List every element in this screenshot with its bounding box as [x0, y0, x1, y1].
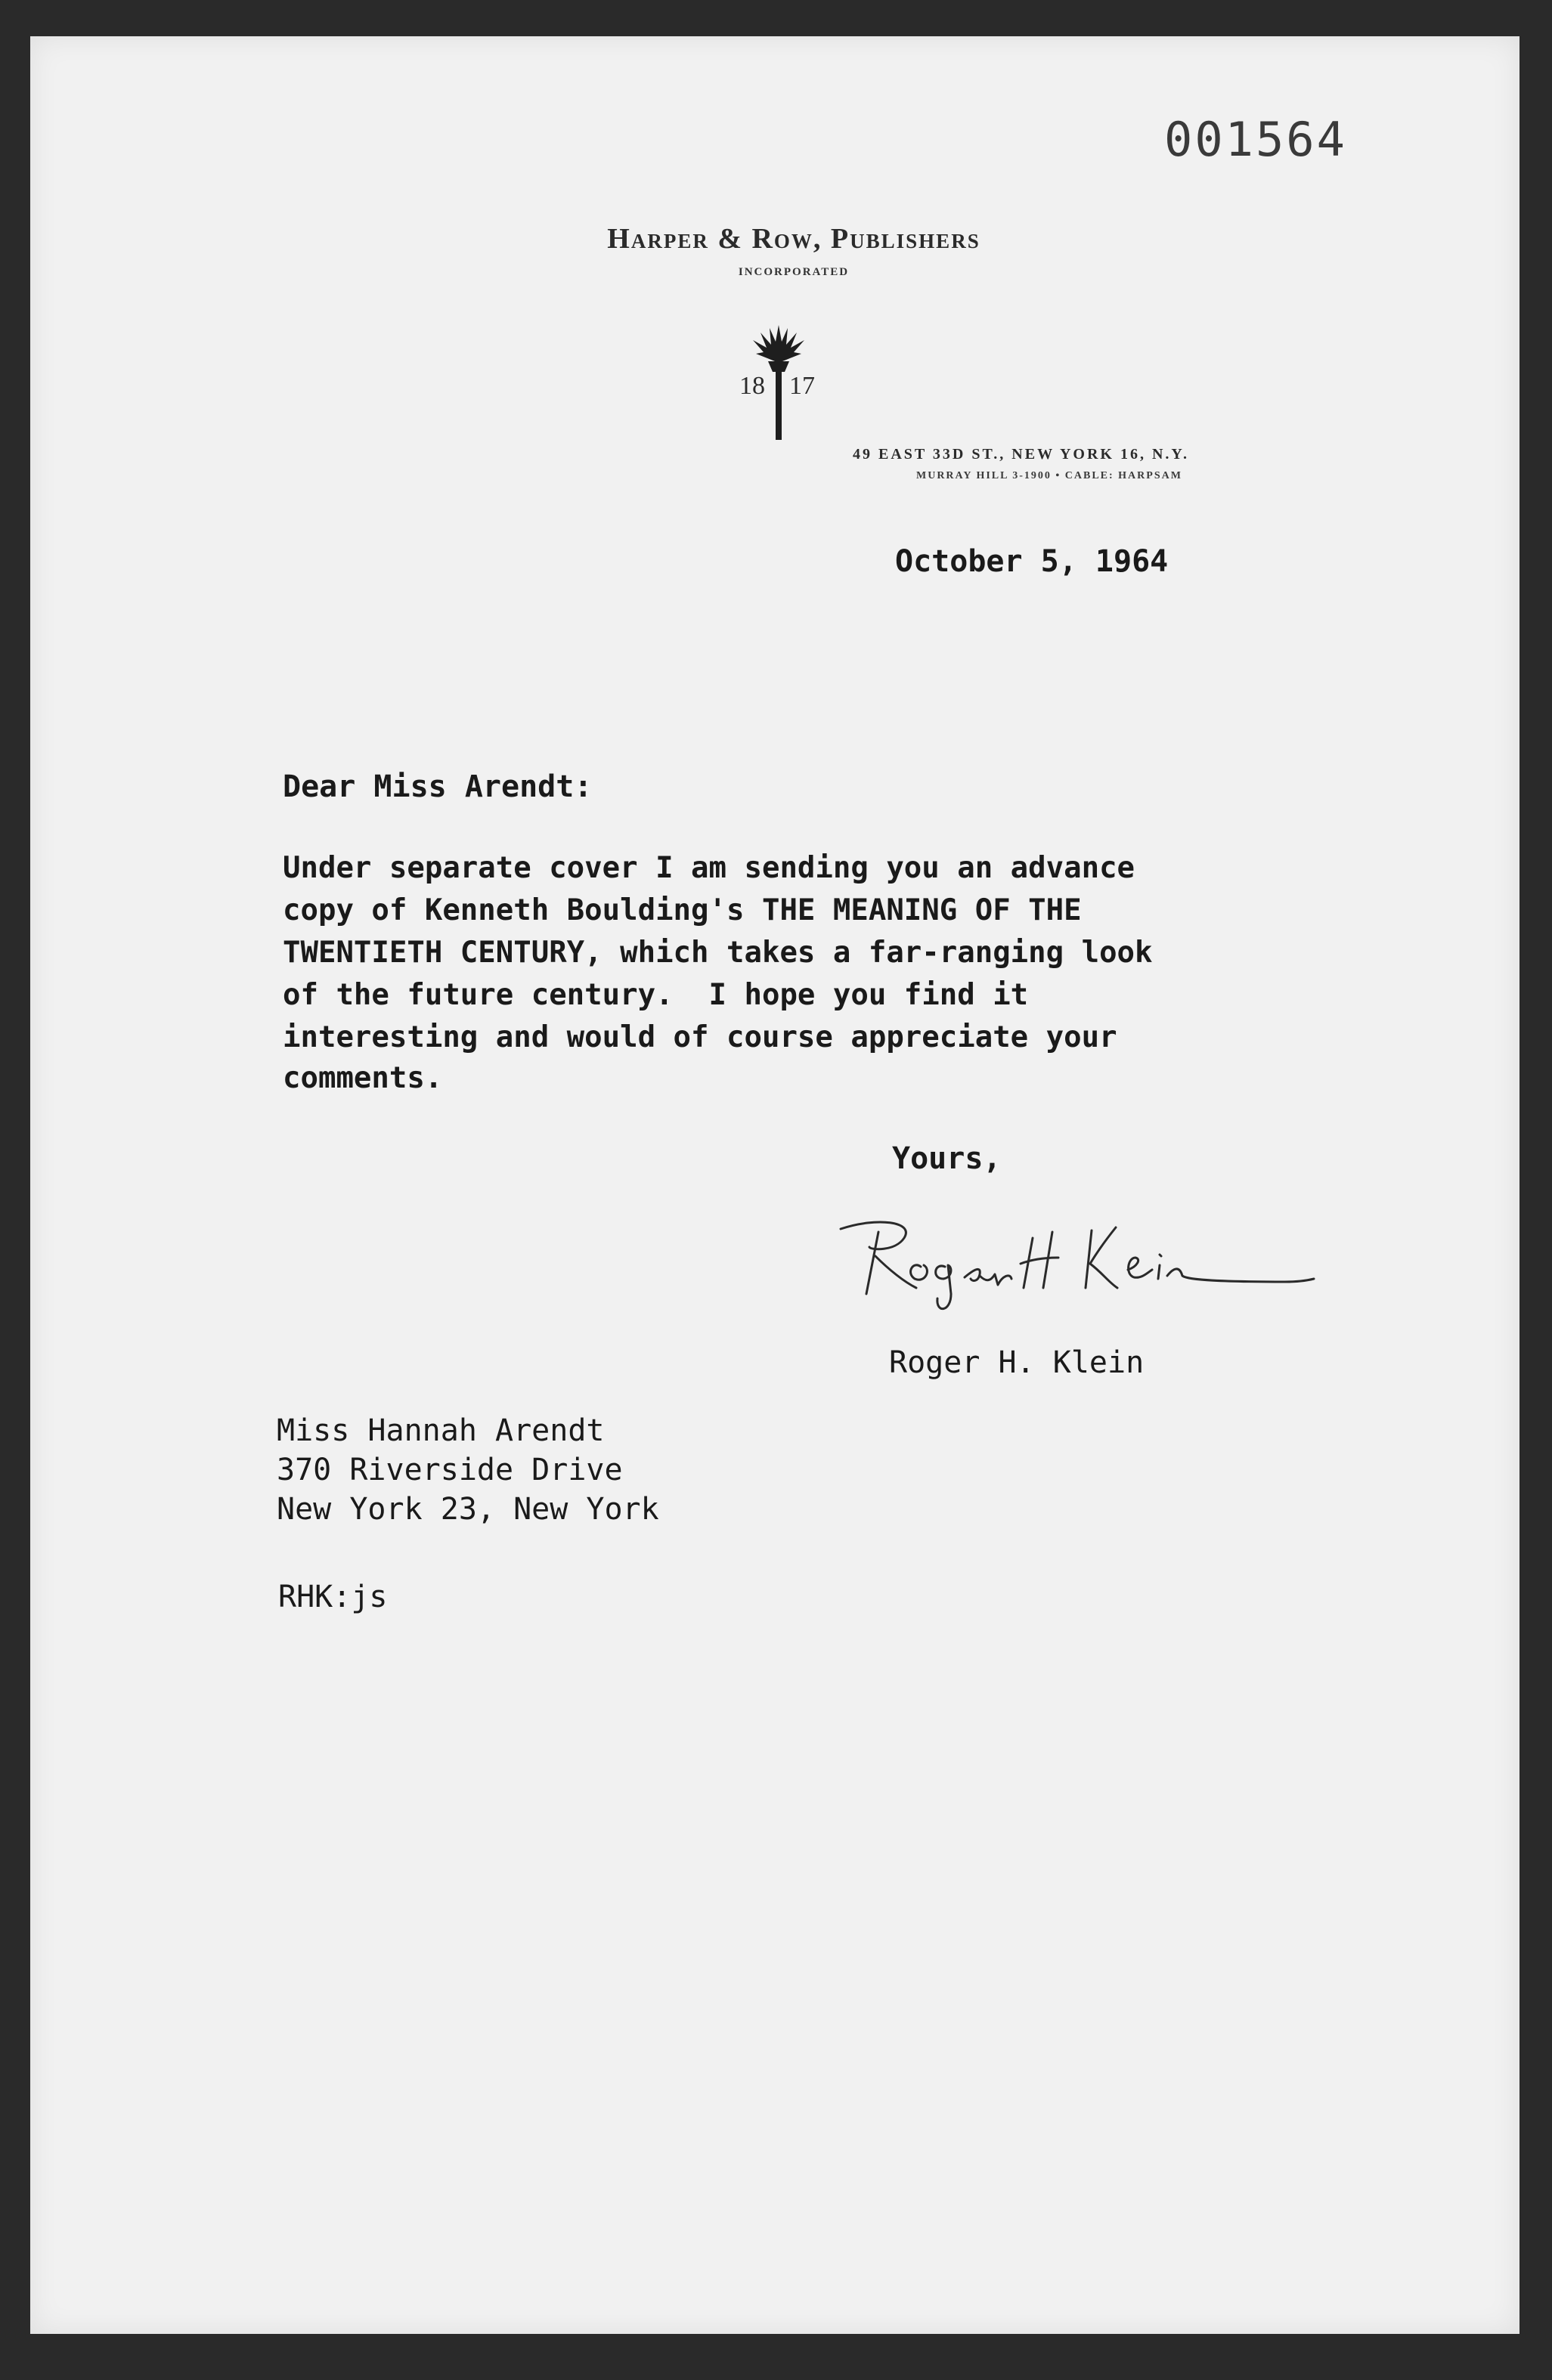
handwritten-signature	[832, 1209, 1315, 1330]
body-line: of the future century. I hope you find it	[283, 978, 1029, 1012]
recipient-street: 370 Riverside Drive	[277, 1453, 623, 1487]
letter-date: October 5, 1964	[895, 544, 1169, 579]
recipient-name: Miss Hannah Arendt	[277, 1413, 605, 1448]
body-line: TWENTIETH CENTURY, which takes a far-ranging look	[283, 936, 1153, 970]
reference-initials: RHK:js	[278, 1580, 388, 1614]
body-line: interesting and would of course appreciate your	[283, 1020, 1117, 1054]
logo-year-right: 17	[789, 372, 815, 400]
letterhead-address: 49 EAST 33D ST., NEW YORK 16, N.Y.	[853, 446, 1190, 463]
letterhead-phone-cable: MURRAY HILL 3-1900 • CABLE: HARPSAM	[916, 470, 1182, 481]
body-line: Under separate cover I am sending you an advance	[283, 851, 1135, 885]
letterhead-company: Harper & Row, Publishers	[607, 223, 980, 255]
logo-year-left: 18	[739, 372, 765, 400]
recipient-city: New York 23, New York	[277, 1492, 659, 1527]
closing: Yours,	[892, 1141, 1002, 1176]
letterhead-incorporated: INCORPORATED	[738, 266, 850, 278]
document-number: 001564	[1164, 112, 1347, 167]
salutation: Dear Miss Arendt:	[283, 769, 593, 804]
body-line: copy of Kenneth Boulding's THE MEANING OF THE	[283, 893, 1082, 927]
body-line: comments.	[283, 1061, 443, 1095]
signer-name: Roger H. Klein	[889, 1345, 1145, 1380]
